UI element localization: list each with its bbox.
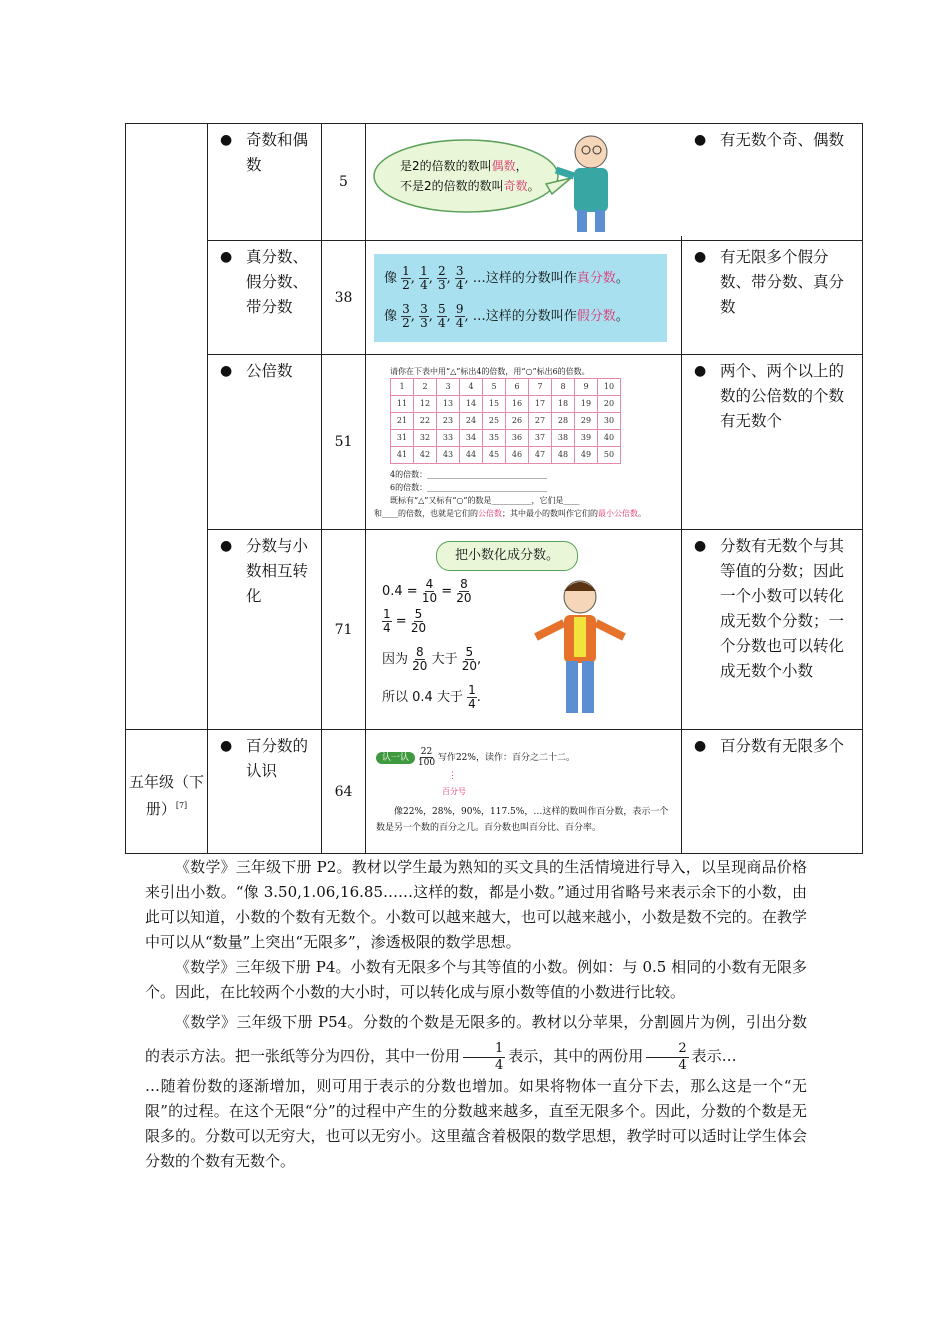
bullet-icon: ● — [694, 249, 707, 265]
grade-cell: 五年级（下册）[7] — [126, 730, 208, 854]
grid-cell: 16 — [506, 395, 529, 412]
fraction: $\frac{2}{4}$ — [646, 1041, 688, 1074]
note-cell: ● 有无数个奇、偶数 — [682, 124, 863, 241]
grid-cell: 39 — [575, 429, 598, 446]
bubble-text: 不是2的倍数的数叫奇数。 — [400, 179, 540, 193]
table-row — [126, 730, 863, 854]
grid-cell: 34 — [460, 429, 483, 446]
grid-cell: 33 — [437, 429, 460, 446]
grid-cell: 27 — [529, 412, 552, 429]
multiples-exercise: 请你在下表中用“△”标出4的倍数，用“○”标出6的倍数。 1 2 3 4 5 6 7 8 9 10 11 12 13 14 15 16 17 18 19 20 21 22 23 24 25 26 27 28 29 30 31 32 33 34 35 36 37 38 39 40 41 42 43 44 45 46 47 48 49 50 4的倍数：______________________________ 6的倍数：______________________________ 既标有“△”又标有“○”的数是__________，它们是____ 和____的倍数，也就是它们的公倍数；其中最小的数叫作它们的最小公倍数。 — [374, 366, 646, 518]
topic-cell: ● 分数与小数相互转化 — [208, 530, 322, 730]
bullet-icon: ● — [220, 538, 233, 554]
grid-cell: 8 — [552, 378, 575, 395]
table-row — [126, 241, 863, 355]
grid-cell: 2 — [414, 378, 437, 395]
bullet-icon: ● — [220, 132, 233, 148]
paragraph: 《数学》三年级下册 P4。小数有无限多个与其等值的小数。例如：与 0.5 相同的小数有无限多个。因此，在比较两个小数的大小时，可以转化成与原小数等值的小数进行比较。 — [145, 958, 807, 1001]
bullet-icon: ● — [220, 738, 233, 754]
note-cell: ● 分数有无数个与其等值的分数；因此一个小数可以转化成无数个分数；一个分数也可以转化成无数个小数 — [682, 530, 863, 730]
topic-cell: ● 真分数、假分数、带分数 — [208, 241, 322, 355]
grid-cell: 12 — [414, 395, 437, 412]
badge: 认一认 — [376, 752, 415, 764]
grid-row — [391, 429, 621, 446]
curriculum-table — [125, 123, 863, 854]
image-cell — [366, 730, 682, 854]
table-row — [126, 124, 863, 241]
boy-figure — [522, 571, 632, 721]
grid-cell: 3 — [437, 378, 460, 395]
speech-bubble: 把小数化成分数。 — [436, 541, 578, 571]
grid-cell: 25 — [483, 412, 506, 429]
note-cell: ● 有无限多个假分数、带分数、真分数 — [682, 241, 863, 355]
percent-figure: 认一认 $\frac{22}{100}$ 写作22%，读作：百分之二十二。 ⋮ 百分号 像22%，28%，90%，117.5%，…这样的数叫作百分数，表示一个数是另一个数的百分之几。百分数也叫百分比、百分率。 — [376, 747, 669, 833]
bullet-icon: ● — [694, 132, 707, 148]
bullet-icon: ● — [220, 249, 233, 265]
grid-cell: 4 — [460, 378, 483, 395]
grid-cell: 43 — [437, 446, 460, 463]
paragraph: 《数学》三年级下册 P2。教材以学生最为熟知的买文具的生活情境进行导入，以呈现商品价格来引出小数。“像 3.50,1.06,16.85……这样的数，都是小数。”通过用省略号来表示余下的小数，由此可以知道，小数的个数有无数个。小数可以越来越大，也可以越来越小，小数是数不完的。在教学中可以从“数量”上突出“无限多”，渗透极限的数学思想。 — [145, 858, 807, 951]
page-cell: 71 — [322, 530, 366, 730]
note-cell: ● 百分数有无限多个 — [682, 730, 863, 854]
grid-cell: 7 — [529, 378, 552, 395]
number-grid — [390, 378, 621, 464]
bullet-icon: ● — [694, 538, 707, 554]
bullet-icon: ● — [694, 738, 707, 754]
fraction-panel — [374, 254, 667, 342]
grid-cell: 44 — [460, 446, 483, 463]
image-cell — [366, 124, 682, 241]
grid-cell: 20 — [598, 395, 621, 412]
grid-cell: 15 — [483, 395, 506, 412]
grade-cell-empty — [126, 124, 208, 730]
grid-cell: 28 — [552, 412, 575, 429]
grid-cell: 1 — [391, 378, 414, 395]
grid-cell: 41 — [391, 446, 414, 463]
grid-cell: 10 — [598, 378, 621, 395]
grid-cell: 35 — [483, 429, 506, 446]
grid-cell: 42 — [414, 446, 437, 463]
bubble-text: 是2的倍数的数叫偶数， — [400, 159, 528, 173]
grid-row — [391, 395, 621, 412]
grid-cell: 30 — [598, 412, 621, 429]
topic-cell: ● 百分数的认识 — [208, 730, 322, 854]
bullet-icon: ● — [694, 363, 707, 379]
grid-cell: 19 — [575, 395, 598, 412]
table-row — [126, 355, 863, 530]
grid-row — [391, 378, 621, 395]
grid-cell: 47 — [529, 446, 552, 463]
body-text — [145, 855, 807, 1174]
grid-cell: 37 — [529, 429, 552, 446]
page-cell: 5 — [322, 124, 366, 241]
grid-cell: 40 — [598, 429, 621, 446]
decimal-fraction-figure: 把小数化成分数。 0.4 = $\frac{4}{10}$ = $\frac{8}{20}$ $\frac{1}{4}$ = $\frac{5}{20}$ 因为 $\frac{8}{20}$ 大于 $\frac{5}{20}$ , 所以 0.4 大于 $\frac{1}{4}$ . — [372, 535, 675, 725]
paragraph: 《数学》三年级下册 P54。分数的个数是无限多的。教材以分苹果，分割圆片为例，引出分数的表示方法。把一张纸等分为四份，其中一份用 $\frac{1}{4}$ 表示，其中的两份用 $\frac{2}{4}$ 表示… — [145, 1013, 807, 1073]
image-cell — [366, 241, 682, 355]
topic-cell: ● 公倍数 — [208, 355, 322, 530]
odd-even-illustration — [366, 124, 682, 236]
note-cell: ● 两个、两个以上的数的公倍数的个数有无数个 — [682, 355, 863, 530]
proper-fraction-line: 像 $\frac{1}{2}$ , $\frac{1}{4}$ , $\frac{2}{3}$ , $\frac{3}{4}$ , …这样的分数叫作真分数。 — [384, 263, 629, 292]
grid-cell: 46 — [506, 446, 529, 463]
grid-row — [391, 446, 621, 463]
grid-cell: 23 — [437, 412, 460, 429]
grid-cell: 36 — [506, 429, 529, 446]
grid-cell: 11 — [391, 395, 414, 412]
paragraph: …随着份数的逐渐增加，则可用于表示的分数也增加。如果将物体一直分下去，那么这是一个“无限”的过程。在这个无限“分”的过程中产生的分数越来越多，直至无限多个。因此，分数的个数是无限多的。分数可以无穷大，也可以无穷小。这里蕴含着极限的数学思想，教学时可以适时让学生体会分数的个数有无数个。 — [145, 1076, 807, 1170]
topic-cell: ● 奇数和偶数 — [208, 124, 322, 241]
grid-cell: 32 — [414, 429, 437, 446]
grid-cell: 24 — [460, 412, 483, 429]
grid-cell: 6 — [506, 378, 529, 395]
page-cell: 64 — [322, 730, 366, 854]
grid-cell: 38 — [552, 429, 575, 446]
grid-cell: 49 — [575, 446, 598, 463]
grid-cell: 9 — [575, 378, 598, 395]
grid-cell: 14 — [460, 395, 483, 412]
improper-fraction-line: 像 $\frac{3}{2}$ , $\frac{3}{3}$ , $\frac{5}{4}$ , $\frac{9}{4}$ , …这样的分数叫作假分数。 — [384, 301, 629, 330]
page-cell: 38 — [322, 241, 366, 355]
grid-cell: 5 — [483, 378, 506, 395]
grid-cell: 21 — [391, 412, 414, 429]
bullet-icon: ● — [220, 363, 233, 379]
grid-row — [391, 412, 621, 429]
grid-cell: 45 — [483, 446, 506, 463]
grid-cell: 29 — [575, 412, 598, 429]
grid-cell: 22 — [414, 412, 437, 429]
image-cell — [366, 355, 682, 530]
grid-cell: 50 — [598, 446, 621, 463]
grid-cell: 48 — [552, 446, 575, 463]
grid-cell: 17 — [529, 395, 552, 412]
fraction: $\frac{1}{4}$ — [463, 1041, 505, 1074]
page-cell: 51 — [322, 355, 366, 530]
table-row — [126, 530, 863, 730]
grid-cell: 13 — [437, 395, 460, 412]
image-cell — [366, 530, 682, 730]
grid-cell: 18 — [552, 395, 575, 412]
grid-cell: 26 — [506, 412, 529, 429]
grid-cell: 31 — [391, 429, 414, 446]
